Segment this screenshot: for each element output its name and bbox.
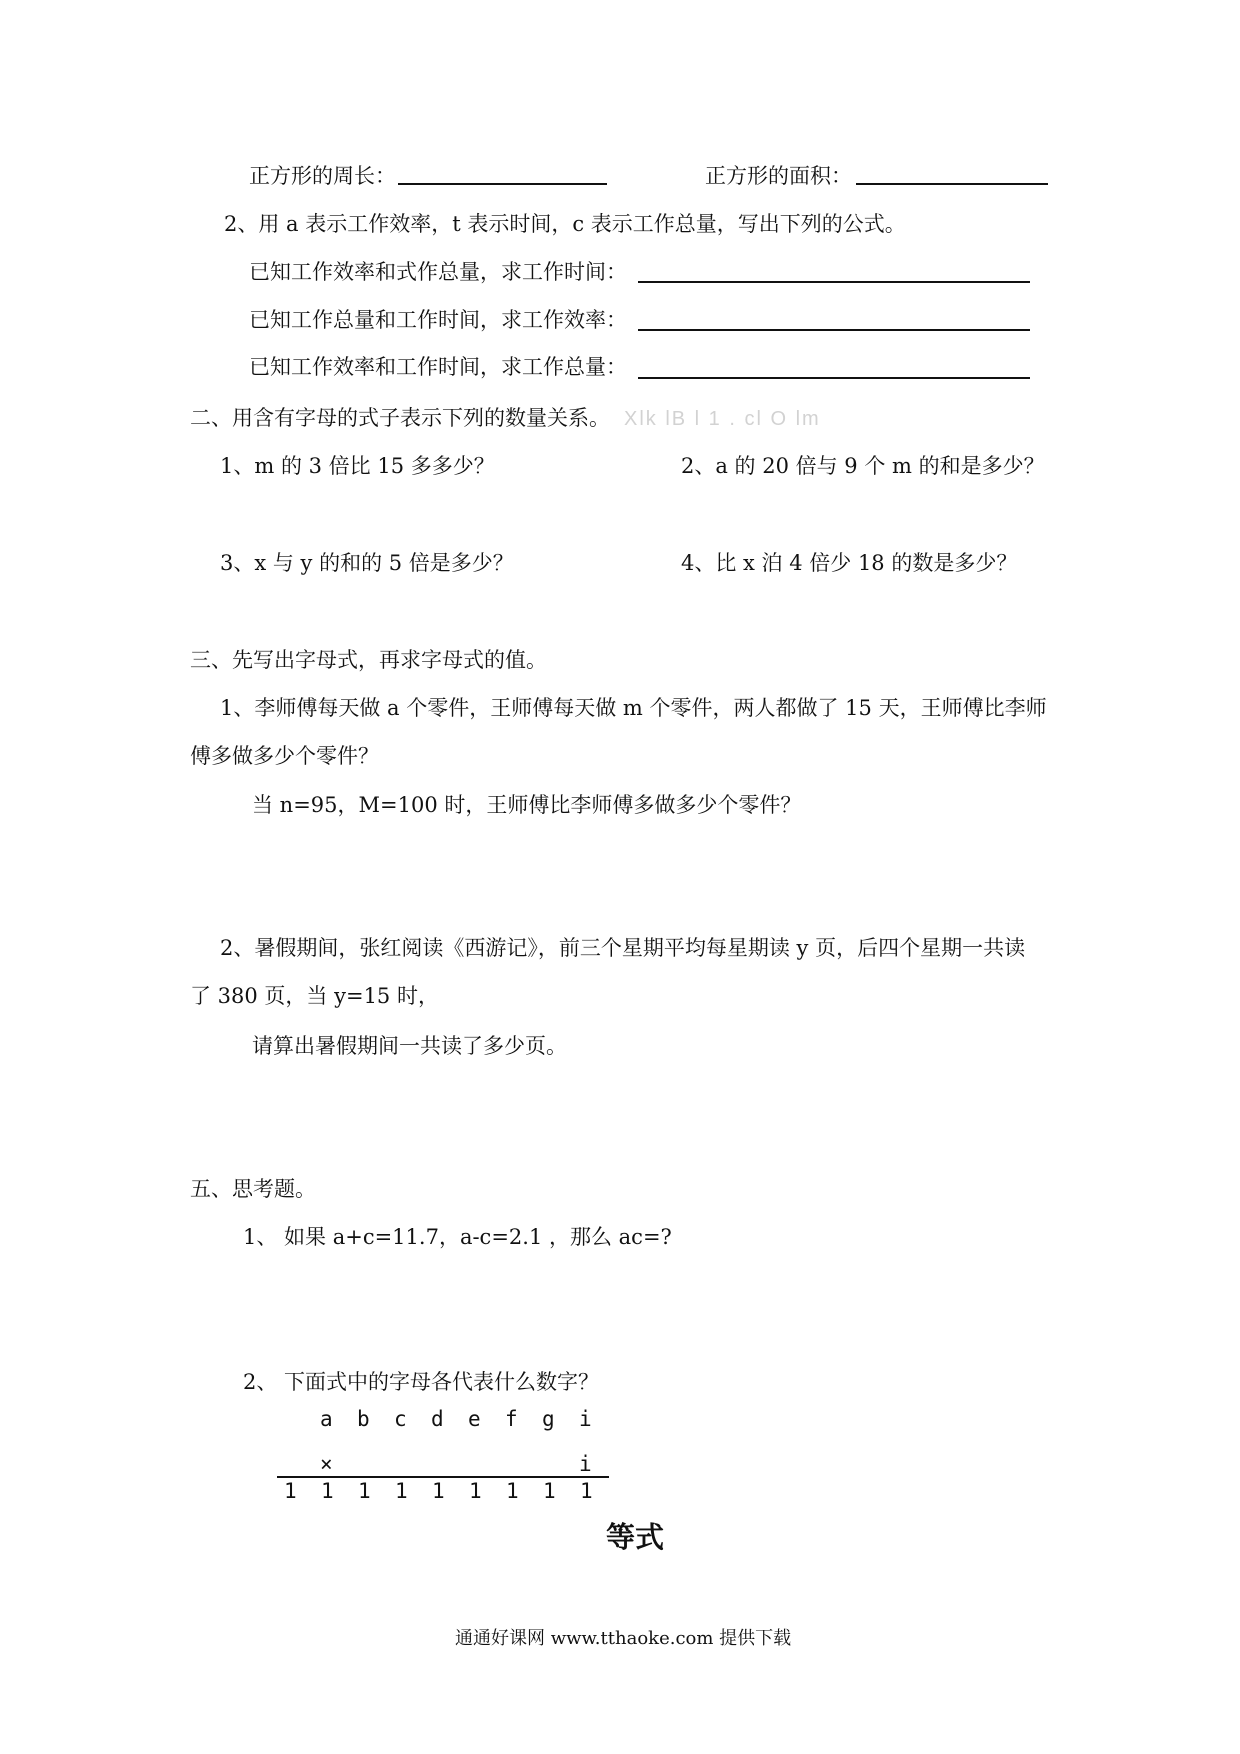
- section-2-title: 二、用含有字母的式子表示下列的数量关系。: [190, 406, 610, 430]
- puzzle-result-digit: 1: [506, 1479, 519, 1503]
- work-efficiency-answer-line[interactable]: [638, 329, 1030, 331]
- square-area-label: 正方形的面积：: [705, 164, 852, 188]
- puzzle-letter-i: i: [579, 1407, 592, 1431]
- puzzle-letter-e: e: [468, 1407, 481, 1431]
- puzzle-result-digit: 1: [395, 1479, 408, 1503]
- watermark-text: Xlk lB l 1 . cl O lm: [624, 408, 821, 430]
- work-total-formula-label: 已知工作效率和工作时间，求工作总量：: [249, 355, 627, 379]
- work-efficiency-formula-label: 已知工作总量和工作时间，求工作效率：: [249, 308, 627, 332]
- section-3-question-1-line-1: 1、李师傅每天做 a 个零件，王师傅每天做 m 个零件，两人都做了 15 天，王师傅比李师: [220, 696, 1047, 720]
- section-3-question-2-line-3: 请算出暑假期间一共读了多少页。: [252, 1034, 567, 1058]
- puzzle-result-digit: 1: [580, 1479, 593, 1503]
- section-2-question-1: 1、m 的 3 倍比 15 多多少？: [220, 454, 495, 478]
- work-total-answer-line[interactable]: [638, 377, 1030, 379]
- section-5-title: 五、思考题。: [190, 1177, 316, 1201]
- section-2-question-3: 3、x 与 y 的和的 5 倍是多少？: [220, 551, 514, 575]
- section-3-question-2-line-1: 2、暑假期间，张红阅读《西游记》，前三个星期平均每星期读 y 页，后四个星期一共读: [220, 936, 1026, 960]
- puzzle-letter-a: a: [320, 1407, 333, 1431]
- puzzle-letter-b: b: [357, 1407, 370, 1431]
- puzzle-letter-f: f: [505, 1407, 518, 1431]
- section-5-question-1: 1、 如果 a+c=11.7，a-c=2.1 ，那么 ac=?: [243, 1225, 672, 1249]
- section-2-question-2: 2、a 的 20 倍与 9 个 m 的和是多少？: [681, 454, 1045, 478]
- square-area-answer-line[interactable]: [856, 183, 1048, 185]
- square-perimeter-label: 正方形的周长：: [249, 164, 396, 188]
- puzzle-result-digit: 1: [321, 1479, 334, 1503]
- next-section-heading: 等式: [606, 1520, 665, 1554]
- square-perimeter-answer-line[interactable]: [398, 183, 607, 185]
- puzzle-result-digit: 1: [358, 1479, 371, 1503]
- puzzle-result-digit: 1: [469, 1479, 482, 1503]
- puzzle-result-line: [277, 1476, 609, 1478]
- section-2-question-4: 4、比 x 泊 4 倍少 18 的数是多少？: [681, 551, 1018, 575]
- puzzle-letter-d: d: [431, 1407, 444, 1431]
- page-footer: 通通好课网 www.tthaoke.com 提供下载: [455, 1628, 792, 1649]
- section-3-question-1-line-2: 傅多做多少个零件？: [190, 744, 379, 768]
- puzzle-result-digit: 1: [543, 1479, 556, 1503]
- section-5-question-2: 2、 下面式中的字母各代表什么数字？: [243, 1370, 600, 1394]
- section-3-question-1-line-3: 当 n=95，M=100 时，王师傅比李师傅多做多少个零件？: [252, 793, 802, 817]
- section-3-title: 三、先写出字母式，再求字母式的值。: [190, 648, 547, 672]
- work-time-answer-line[interactable]: [638, 281, 1030, 283]
- puzzle-letter-g: g: [542, 1407, 555, 1431]
- work-time-formula-label: 已知工作效率和式作总量，求工作时间：: [249, 260, 627, 284]
- puzzle-letter-c: c: [394, 1407, 407, 1431]
- work-formula-question: 2、用 a 表示工作效率，t 表示时间，c 表示工作总量，写出下列的公式。: [224, 212, 906, 236]
- puzzle-multiplier-i: i: [579, 1452, 592, 1476]
- multiply-sign: ×: [320, 1452, 333, 1476]
- puzzle-result-digit: 1: [432, 1479, 445, 1503]
- puzzle-result-digit: 1: [284, 1479, 297, 1503]
- section-3-question-2-line-2: 了 380 页，当 y=15 时，: [190, 984, 439, 1008]
